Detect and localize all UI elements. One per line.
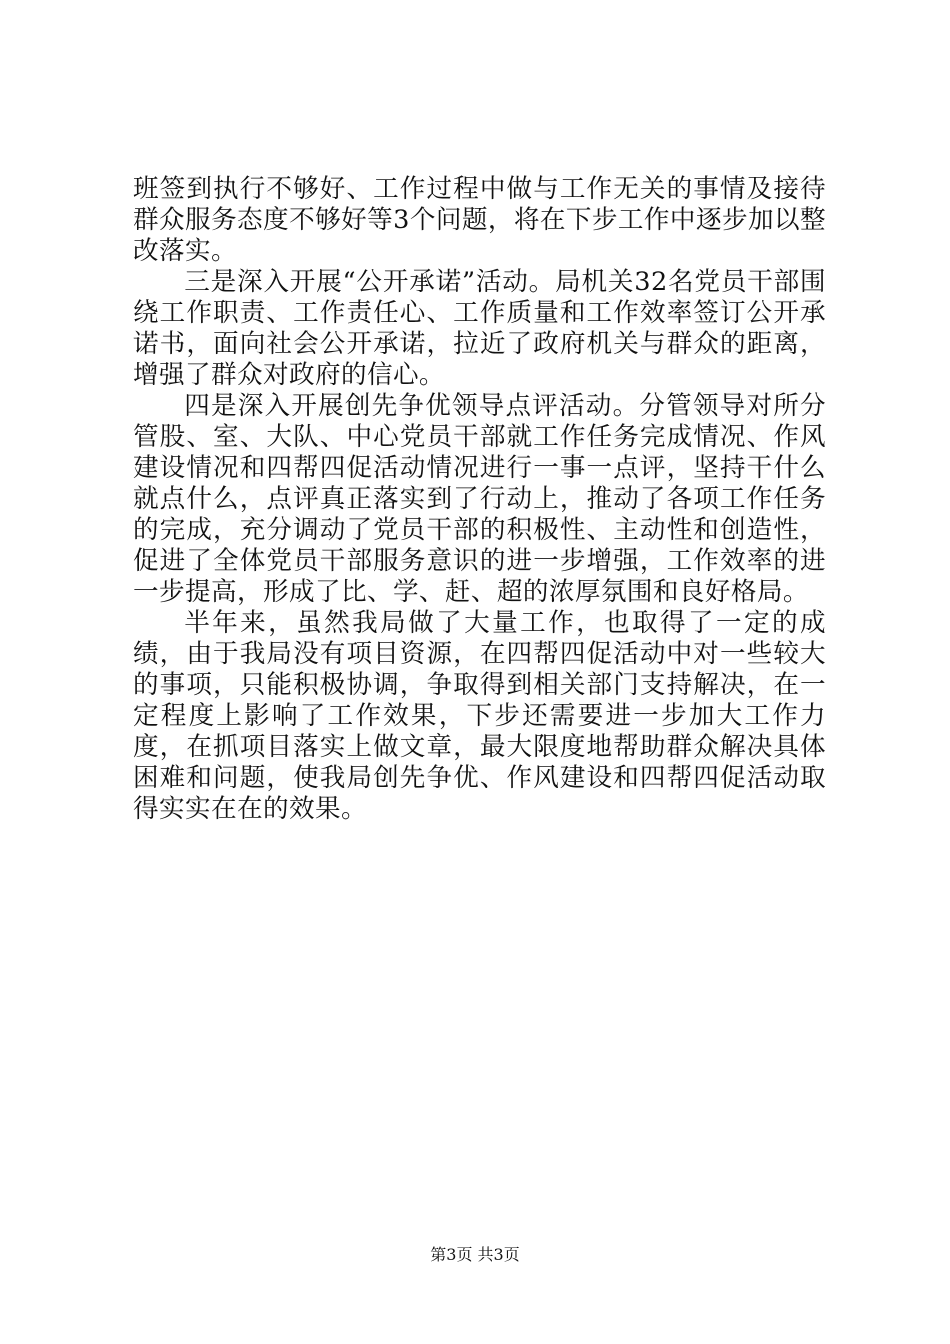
paragraph-public-commitment: 三是深入开展“公开承诺”活动。局机关32名党员干部围绕工作职责、工作责任心、工作质量和工作效率签订公开承诺书，面向社会公开承诺，拉近了政府机关与群众的距离，增强了群众对政府的信心。 bbox=[133, 267, 826, 390]
paragraph-continuation: 班签到执行不够好、工作过程中做与工作无关的事情及接待群众服务态度不够好等3个问题，将在下步工作中逐步加以整改落实。 bbox=[133, 174, 826, 266]
page-number-footer: 第3页 共3页 bbox=[430, 1245, 520, 1264]
document-body bbox=[133, 174, 826, 825]
paragraph-leader-review: 四是深入开展创先争优领导点评活动。分管领导对所分管股、室、大队、中心党员干部就工作任务完成情况、作风建设情况和四帮四促活动情况进行一事一点评，坚持干什么就点什么，点评真正落实到了行动上，推动了各项工作任务的完成，充分调动了党员干部的积极性、主动性和创造性，促进了全体党员干部服务意识的进一步增强，工作效率的进一步提高，形成了比、学、赶、超的浓厚氛围和良好格局。 bbox=[133, 391, 826, 607]
paragraph-half-year-summary: 半年来，虽然我局做了大量工作，也取得了一定的成绩，由于我局没有项目资源，在四帮四促活动中对一些较大的事项，只能积极协调，争取得到相关部门支持解决，在一定程度上影响了工作效果，下步还需要进一步加大工作力度，在抓项目落实上做文章，最大限度地帮助群众解决具体困难和问题，使我局创先争优、作风建设和四帮四促活动取得实实在在的效果。 bbox=[133, 608, 826, 824]
